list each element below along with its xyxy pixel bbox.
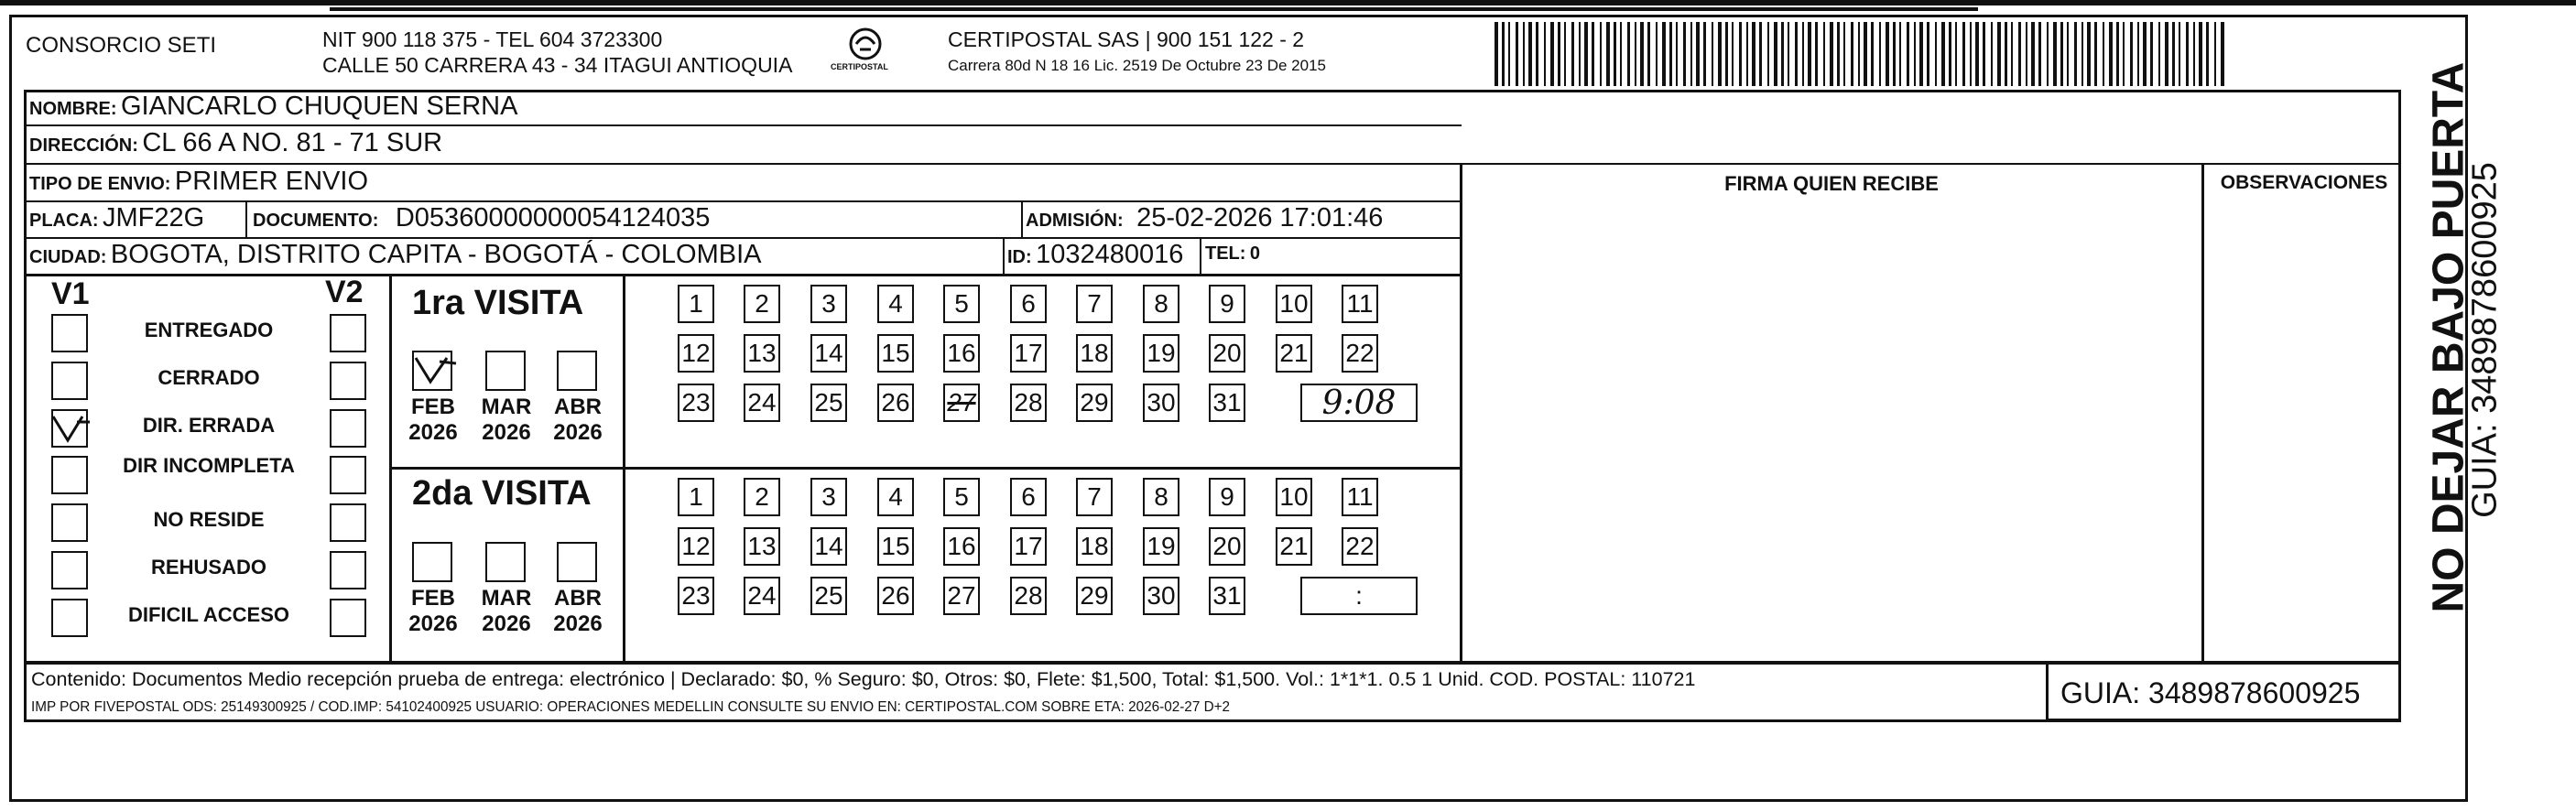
ciudad-label: CIUDAD: — [29, 247, 107, 267]
v1-checkbox-4[interactable] — [51, 503, 88, 542]
day-cell-23[interactable]: 23 — [678, 577, 714, 615]
barcode-bar — [2172, 22, 2175, 86]
tel-value: 0 — [1249, 243, 1261, 264]
documento-row — [253, 203, 710, 233]
barcode-bar — [1927, 22, 1929, 86]
barcode-bar — [1600, 22, 1602, 86]
day-cell-17[interactable]: 17 — [1010, 334, 1047, 373]
day-cell-7[interactable]: 7 — [1076, 478, 1113, 516]
barcode-bar — [1781, 22, 1784, 86]
ciudad-row — [29, 240, 761, 270]
month-label-mar — [474, 586, 538, 637]
tipo-value: PRIMER ENVIO — [174, 167, 369, 196]
barcode-bar — [1640, 22, 1644, 86]
day-cell-2[interactable]: 2 — [744, 285, 780, 323]
day-cell-14[interactable]: 14 — [810, 527, 847, 566]
company-name: CONSORCIO SETI — [26, 33, 217, 58]
v1-checkbox-3[interactable] — [51, 456, 88, 494]
certipostal-logo — [829, 26, 902, 81]
barcode-bar — [2011, 22, 2013, 86]
barcode-bar — [1914, 22, 1916, 86]
col-line — [1003, 237, 1005, 274]
top-scan-edge — [0, 0, 2576, 5]
day-cell-22[interactable]: 22 — [1342, 527, 1378, 566]
barcode-bar — [2137, 22, 2139, 86]
barcode-bar — [1893, 22, 1896, 86]
day-cell-11[interactable]: 11 — [1342, 285, 1378, 323]
month-year: 2026 — [482, 611, 531, 636]
barcode-bar — [2158, 22, 2160, 86]
barcode-bar — [2067, 22, 2069, 86]
day-cell-31[interactable]: 31 — [1209, 384, 1245, 422]
certipostal-line-2: Carrera 80d N 18 16 Lic. 2519 De Octubre 23 De 2015 — [948, 57, 1326, 74]
direccion-value: CL 66 A NO. 81 - 71 SUR — [142, 128, 443, 157]
v2-checkbox-0[interactable] — [330, 314, 366, 352]
col-line — [1460, 163, 1462, 663]
day-cell-24[interactable]: 24 — [744, 577, 780, 615]
barcode-bar — [1879, 22, 1881, 86]
day-cell-12[interactable]: 12 — [678, 527, 714, 566]
barcode-bar — [1886, 22, 1889, 86]
v2-checkbox-3[interactable] — [330, 456, 366, 494]
month-checkbox-abr[interactable] — [557, 542, 597, 582]
month-label-abr — [546, 395, 610, 446]
row-line — [24, 661, 2401, 664]
day-cell-3[interactable]: 3 — [810, 285, 847, 323]
day-cell-25[interactable]: 25 — [810, 384, 847, 422]
row-line — [24, 163, 2401, 165]
barcode-bar — [1949, 22, 1951, 86]
tel-label: TEL: — [1205, 243, 1246, 264]
placa-label: PLACA: — [29, 211, 99, 231]
day-cell-8[interactable]: 8 — [1143, 285, 1179, 323]
barcode-bar — [1564, 22, 1566, 86]
barcode-bar — [2026, 22, 2027, 86]
day-cell-18[interactable]: 18 — [1076, 334, 1113, 373]
barcode-bar — [1732, 22, 1734, 86]
barcode-bar — [1584, 22, 1588, 86]
barcode-bar — [2150, 22, 2153, 86]
day-cell-10[interactable]: 10 — [1276, 285, 1312, 323]
barcode-bar — [1571, 22, 1574, 86]
barcode-bar — [1808, 22, 1811, 86]
time-box[interactable]: : — [1300, 577, 1418, 615]
barcode-bar — [1746, 22, 1748, 86]
barcode-bar — [1962, 22, 1965, 86]
placa-row — [29, 203, 204, 233]
barcode-bar — [1955, 22, 1957, 86]
day-cell-12[interactable]: 12 — [678, 334, 714, 373]
side-warning: NO DEJAR BAJO PUERTA — [2424, 61, 2473, 613]
barcode-bar — [1919, 22, 1923, 86]
reason-label: NO RESIDE — [153, 508, 265, 531]
check-mark-icon — [410, 349, 460, 389]
v1-checkbox-6[interactable] — [51, 599, 88, 637]
day-cell-15[interactable]: 15 — [877, 527, 914, 566]
barcode-bar — [2087, 22, 2091, 86]
day-cell-4[interactable]: 4 — [877, 285, 914, 323]
month-checkbox-mar[interactable] — [485, 542, 526, 582]
barcode-bar — [1991, 22, 1993, 86]
logo-text: CERTIPOSTAL — [831, 62, 888, 71]
tipo-row — [29, 167, 368, 197]
col-line — [390, 467, 1462, 470]
col-line — [1021, 200, 1023, 237]
v2-checkbox-2[interactable] — [330, 409, 366, 448]
barcode-bar — [2103, 22, 2104, 86]
observaciones-header: OBSERVACIONES — [2220, 172, 2388, 193]
barcode-bar — [1662, 22, 1666, 86]
day-cell-28[interactable]: 28 — [1010, 577, 1047, 615]
day-cell-29[interactable]: 29 — [1076, 577, 1113, 615]
month-label-feb — [401, 395, 465, 446]
barcode-bar — [1516, 22, 1518, 86]
barcode-bar — [1871, 22, 1874, 86]
day-cell-7[interactable]: 7 — [1076, 285, 1113, 323]
footer-content: Contenido: Documentos Medio recepción prueba de entrega: electrónico | Declarado: $0, % Seguro: $0, Otros: $0, Flete: $1,500, Total: $1,500. Vol.: 1*1*1. 0.5 1 Unid. COD. POSTAL: 110721 — [31, 668, 1696, 690]
barcode-bar — [1683, 22, 1686, 86]
col-line — [1200, 237, 1201, 274]
row-line — [24, 200, 1462, 202]
barcode-bar — [2109, 22, 2113, 86]
barcode-bar — [1614, 22, 1616, 86]
footer-imp: IMP POR FIVEPOSTAL ODS: 25149300925 / COD.IMP: 54102400925 USUARIO: OPERACIONES MEDELLIN CONSULTE SU ENVIO EN: CERTIPOSTAL.COM SOBRE ETA: 2026-02-27 D+2 — [31, 699, 1231, 715]
v2-checkbox-5[interactable] — [330, 551, 366, 589]
day-cell-18[interactable]: 18 — [1076, 527, 1113, 566]
side-text — [2410, 61, 2566, 639]
day-cell-22[interactable]: 22 — [1342, 334, 1378, 373]
footer-guia: GUIA: 3489878600925 — [2060, 676, 2361, 709]
row-line — [24, 124, 1462, 126]
barcode-bar — [1544, 22, 1546, 86]
barcode-bar — [1627, 22, 1630, 86]
day-cell-5[interactable]: 5 — [943, 285, 980, 323]
barcode-bar — [1558, 22, 1560, 86]
barcode-bar — [2206, 22, 2209, 86]
barcode-bar — [2193, 22, 2195, 86]
barcode-bar — [1935, 22, 1937, 86]
day-cell-17[interactable]: 17 — [1010, 527, 1047, 566]
v2-header: V2 — [325, 275, 364, 309]
month-year: 2026 — [553, 420, 603, 445]
side-guia: GUIA: 3489878600925 — [2465, 162, 2505, 518]
barcode-bar — [1864, 22, 1867, 86]
barcode-bar — [2130, 22, 2133, 86]
col-line — [245, 200, 247, 237]
month-name: FEB — [411, 395, 455, 419]
tel-row — [1205, 243, 1260, 265]
barcode-bar — [1502, 22, 1505, 86]
barcode-bar — [1696, 22, 1700, 86]
id-row — [1007, 240, 1183, 270]
barcode-bar — [2060, 22, 2063, 86]
barcode-bar — [1788, 22, 1789, 86]
nombre-label: NOMBRE: — [29, 99, 117, 119]
day-cell-26[interactable]: 26 — [877, 577, 914, 615]
barcode-bar — [1983, 22, 1985, 86]
day-cell-30[interactable]: 30 — [1143, 384, 1179, 422]
direccion-label: DIRECCIÓN: — [29, 135, 138, 156]
barcode-bar — [1647, 22, 1650, 86]
barcode-bar — [1690, 22, 1692, 86]
documento-label: DOCUMENTO: — [253, 211, 379, 231]
day-cell-16[interactable]: 16 — [943, 527, 980, 566]
direccion-row — [29, 128, 442, 158]
day-cell-13[interactable]: 13 — [744, 334, 780, 373]
barcode-bar — [2143, 22, 2147, 86]
barcode-bar — [1752, 22, 1755, 86]
barcode-bar — [1508, 22, 1510, 86]
reason-label: DIR INCOMPLETA — [123, 454, 295, 477]
day-cell-21[interactable]: 21 — [1276, 527, 1312, 566]
ciudad-value: BOGOTA, DISTRITO CAPITA - BOGOTÁ - COLOMBIA — [110, 240, 762, 269]
v2-checkbox-6[interactable] — [330, 599, 366, 637]
barcode-bar — [2047, 22, 2049, 86]
barcode-bar — [2221, 22, 2224, 86]
reason-label: REHUSADO — [151, 556, 266, 579]
barcode-bar — [1606, 22, 1610, 86]
reason-label: DIR. ERRADA — [142, 414, 276, 437]
month-name: ABR — [554, 586, 602, 611]
barcode-bar — [1767, 22, 1769, 86]
month-name: MAR — [481, 395, 532, 419]
barcode-bar — [2199, 22, 2202, 86]
id-value: 1032480016 — [1036, 240, 1184, 269]
month-name: MAR — [481, 586, 532, 611]
day-cell-30[interactable]: 30 — [1143, 577, 1179, 615]
v2-checkbox-4[interactable] — [330, 503, 366, 542]
day-cell-19[interactable]: 19 — [1143, 527, 1179, 566]
day-cell-26[interactable]: 26 — [877, 384, 914, 422]
id-label: ID: — [1007, 247, 1032, 267]
barcode-bar — [1635, 22, 1636, 86]
day-cell-25[interactable]: 25 — [810, 577, 847, 615]
documento-value: D05360000000054124035 — [395, 203, 711, 232]
v2-checkbox-1[interactable] — [330, 362, 366, 400]
month-checkbox-feb[interactable] — [412, 351, 452, 391]
month-year: 2026 — [482, 420, 531, 445]
day-cell-10[interactable]: 10 — [1276, 478, 1312, 516]
reason-label: ENTREGADO — [144, 319, 274, 341]
day-cell-9[interactable]: 9 — [1209, 285, 1245, 323]
v1-checkbox-1[interactable] — [51, 362, 88, 400]
v1-header: V1 — [51, 276, 90, 311]
visit2-title: 2da VISITA — [412, 474, 592, 513]
barcode-bar — [2005, 22, 2007, 86]
nombre-row — [29, 92, 517, 122]
day-cell-24[interactable]: 24 — [744, 384, 780, 422]
barcode-bar — [1802, 22, 1804, 86]
barcode-bar — [2179, 22, 2180, 86]
barcode-bar — [2074, 22, 2077, 86]
month-checkbox-feb[interactable] — [412, 542, 452, 582]
tipo-label: TIPO DE ENVIO: — [29, 174, 171, 194]
certipostal-line-1: CERTIPOSTAL SAS | 900 151 122 - 2 — [948, 27, 1305, 51]
barcode-bar — [1739, 22, 1742, 86]
reason-label: CERRADO — [158, 366, 260, 389]
barcode-bar — [1703, 22, 1706, 86]
barcode-bar — [1550, 22, 1554, 86]
barcode-bar — [2094, 22, 2097, 86]
day-cell-14[interactable]: 14 — [810, 334, 847, 373]
day-cell-20[interactable]: 20 — [1209, 334, 1245, 373]
barcode-bar — [1899, 22, 1901, 86]
day-cell-13[interactable]: 13 — [744, 527, 780, 566]
day-cell-21[interactable]: 21 — [1276, 334, 1312, 373]
month-year: 2026 — [408, 611, 458, 636]
day-cell-16[interactable]: 16 — [943, 334, 980, 373]
nombre-value: GIANCARLO CHUQUEN SERNA — [121, 92, 518, 121]
day-cell-28[interactable]: 28 — [1010, 384, 1047, 422]
barcode-bar — [1774, 22, 1777, 86]
reason-label: DIFICIL ACCESO — [127, 603, 289, 626]
footer-left-line — [24, 661, 27, 721]
month-year: 2026 — [408, 420, 458, 445]
day-cell-8[interactable]: 8 — [1143, 478, 1179, 516]
row-line — [24, 237, 1462, 239]
barcode-bar — [1759, 22, 1762, 86]
nit-line-1: NIT 900 118 375 - TEL 604 3723300 — [322, 27, 663, 51]
row-line — [24, 274, 1462, 276]
barcode-bar — [1718, 22, 1722, 86]
day-cell-15[interactable]: 15 — [877, 334, 914, 373]
month-label-mar — [474, 395, 538, 446]
top-scan-edge-2 — [330, 7, 1978, 11]
barcode-bar — [1579, 22, 1581, 86]
day-cell-20[interactable]: 20 — [1209, 527, 1245, 566]
observaciones-area[interactable] — [2207, 201, 2399, 659]
barcode-bar — [1495, 22, 1498, 86]
barcode-bar — [1837, 22, 1840, 86]
barcode-bar — [1712, 22, 1713, 86]
barcode-bar — [1858, 22, 1860, 86]
barcode-bar — [1669, 22, 1672, 86]
barcode-bar — [1656, 22, 1658, 86]
barcode-bar — [1843, 22, 1845, 86]
visit1-title: 1ra VISITA — [412, 284, 584, 322]
barcode-bar — [1970, 22, 1972, 86]
admision-label: ADMISIÓN: — [1026, 211, 1124, 231]
barcode-bar — [1528, 22, 1532, 86]
day-cell-27[interactable]: 27 — [943, 577, 980, 615]
barcode-bar — [1907, 22, 1909, 86]
day-cell-19[interactable]: 19 — [1143, 334, 1179, 373]
v1-checkbox-5[interactable] — [51, 551, 88, 589]
day-cell-11[interactable]: 11 — [1342, 478, 1378, 516]
firma-area[interactable] — [1465, 201, 2198, 659]
day-cell-6[interactable]: 6 — [1010, 285, 1047, 323]
barcode — [1495, 22, 2227, 86]
month-year: 2026 — [553, 611, 603, 636]
barcode-bar — [2116, 22, 2119, 86]
barcode-bar — [2081, 22, 2083, 86]
barcode-bar — [2018, 22, 2021, 86]
barcode-bar — [1975, 22, 1979, 86]
barcode-bar — [2123, 22, 2125, 86]
day-cell-1[interactable]: 1 — [678, 285, 714, 323]
placa-value: JMF22G — [103, 203, 205, 232]
barcode-bar — [2186, 22, 2189, 86]
day-cell-31[interactable]: 31 — [1209, 577, 1245, 615]
day-cell-2[interactable]: 2 — [744, 478, 780, 516]
barcode-bar — [1592, 22, 1594, 86]
v1-checkbox-2[interactable] — [51, 409, 88, 448]
month-checkbox-abr[interactable] — [557, 351, 597, 391]
barcode-bar — [1620, 22, 1622, 86]
check-mark-icon — [49, 409, 95, 446]
day-cell-4[interactable]: 4 — [877, 478, 914, 516]
day-cell-1[interactable]: 1 — [678, 478, 714, 516]
month-label-feb — [401, 586, 465, 637]
month-name: ABR — [554, 395, 602, 419]
v1-checkbox-0[interactable] — [51, 314, 88, 352]
barcode-bar — [1823, 22, 1825, 86]
barcode-bar — [1815, 22, 1818, 86]
day-cell-5[interactable]: 5 — [943, 478, 980, 516]
barcode-bar — [2214, 22, 2216, 86]
barcode-bar — [1997, 22, 2001, 86]
month-checkbox-mar[interactable] — [485, 351, 526, 391]
month-label-abr — [546, 586, 610, 637]
barcode-bar — [1941, 22, 1945, 86]
barcode-bar — [1536, 22, 1538, 86]
barcode-bar — [2165, 22, 2168, 86]
barcode-bar — [1851, 22, 1853, 86]
day-cell-27[interactable]: 27 — [943, 384, 980, 422]
barcode-bar — [1830, 22, 1833, 86]
month-name: FEB — [411, 586, 455, 611]
barcode-bar — [1795, 22, 1798, 86]
barcode-bar — [1676, 22, 1678, 86]
admision-value: 25-02-2026 17:01:46 — [1136, 203, 1384, 232]
barcode-bar — [2038, 22, 2041, 86]
admision-row — [1026, 203, 1383, 233]
nit-line-2: CALLE 50 CARRERA 43 - 34 ITAGUI ANTIOQUIA — [322, 53, 793, 77]
barcode-bar — [2031, 22, 2035, 86]
time-box[interactable]: 9:08 — [1300, 384, 1418, 422]
day-cell-29[interactable]: 29 — [1076, 384, 1113, 422]
barcode-bar — [1725, 22, 1728, 86]
day-cell-9[interactable]: 9 — [1209, 478, 1245, 516]
col-line — [2201, 163, 2204, 663]
footer-bottom-line — [24, 719, 2401, 722]
day-cell-23[interactable]: 23 — [678, 384, 714, 422]
day-cell-6[interactable]: 6 — [1010, 478, 1047, 516]
firma-header: FIRMA QUIEN RECIBE — [1724, 172, 1939, 195]
day-cell-3[interactable]: 3 — [810, 478, 847, 516]
barcode-bar — [1523, 22, 1525, 86]
barcode-bar — [2053, 22, 2057, 86]
